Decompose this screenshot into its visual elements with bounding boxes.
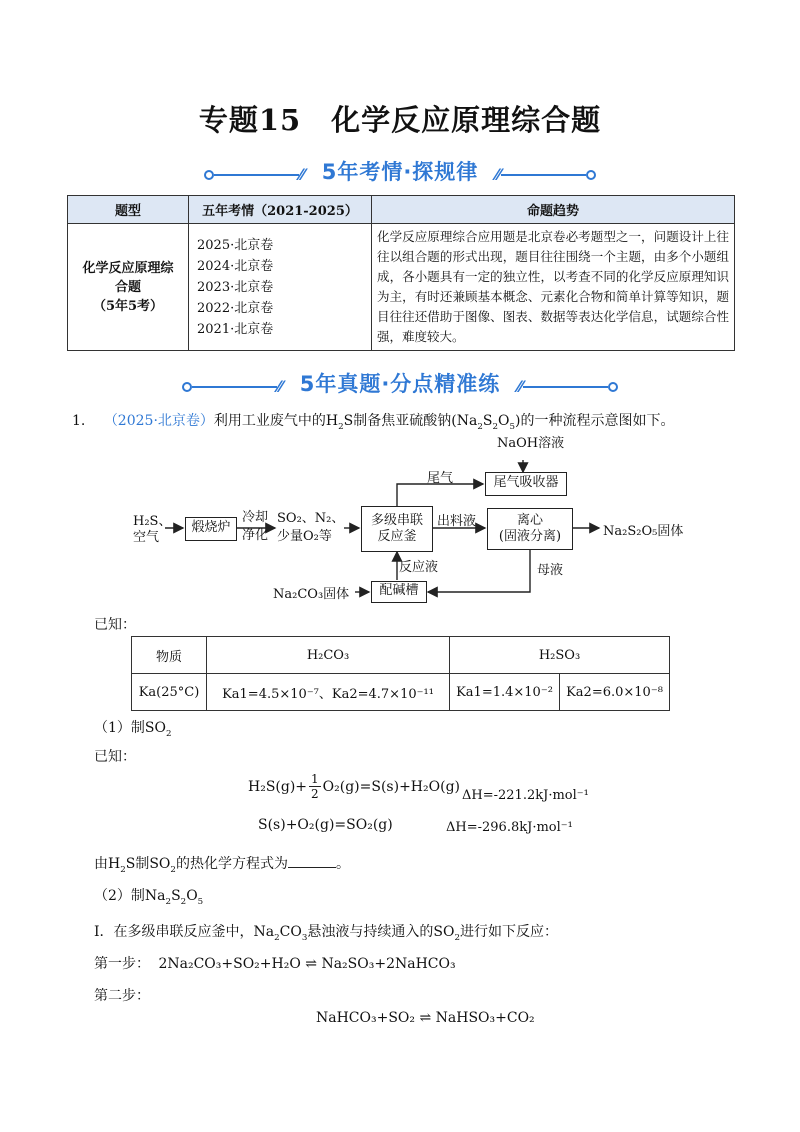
- absorber-box: 尾气吸收器: [485, 472, 567, 496]
- ka-header-h2co3: H₂CO₃: [207, 637, 450, 674]
- type-line: 合题: [114, 279, 141, 295]
- exam-item: 2024·北京卷: [197, 258, 274, 274]
- reactor-line: 多级串联: [370, 513, 423, 528]
- ka-table: [131, 636, 670, 711]
- centrifuge-line: 离心: [516, 513, 543, 528]
- thermo-text: 的热化学方程式为: [175, 856, 288, 872]
- naoh-label: NaOH溶液: [497, 436, 565, 451]
- step-I-text: I．在多级串联反应釜中，$Na_2CO_3$悬浊液与持续通入的$SO_2$进行如下反应：: [94, 924, 559, 943]
- part-1-text: （1）制: [94, 720, 145, 736]
- eq1-left: H₂S(g)+: [248, 778, 308, 795]
- trend-text-cell: 化学反应原理综合应用题是北京卷必考题型之一，问题设计上往往以组合题的形式出现，题目往往围绕一个主题，由多个小题组成，各小题具有一定的独立性，以考查不同的化学反应原理知识为主，有时还兼顾基本概念、元素化合物和简单计算等知识，题目往往还借助于图像、图表、数据等表达化学信息，试题综合性强，难度较大。: [372, 224, 735, 351]
- type-line: （5年5考）: [92, 298, 164, 314]
- exam-item: 2021·北京卷: [197, 321, 274, 337]
- stem-text: 制备焦亚硫酸钠(: [353, 413, 457, 429]
- part-1-label: （1）制$SO_2$: [94, 720, 172, 739]
- banner-line-right: [501, 174, 586, 176]
- trend-type-cell: [68, 224, 189, 351]
- trend-header-exams: 五年考情（2021-2025）: [189, 196, 372, 224]
- step-2-label: 第二步：: [94, 988, 150, 1004]
- equation-1: [248, 772, 460, 801]
- na2co3-label: Na₂CO₃固体: [273, 587, 350, 602]
- mother-liquor-label: 母液: [537, 563, 564, 578]
- banner-1-text: 5年考情·探规律: [321, 160, 479, 184]
- banner-dot-icon: [608, 382, 618, 392]
- banner-line-left: [192, 386, 277, 388]
- banner-slash-icon: ⁄⁄: [495, 165, 501, 184]
- reactor-line: 反应釜: [377, 529, 417, 544]
- known-label-2: 已知：: [94, 749, 136, 765]
- exam-item: 2025·北京卷: [197, 237, 274, 253]
- ka-row-label: Ka(25°C): [132, 674, 207, 711]
- banner-line-left: [214, 174, 299, 176]
- page-title: 专题15 化学反应原理综合题: [198, 103, 602, 137]
- discharge-label: 出料液: [437, 514, 477, 529]
- gas-label: [277, 510, 344, 546]
- part-2-label: （2）制$Na_2S_2O_5$: [94, 888, 204, 907]
- equation-2: S(s)+O₂(g)=SO₂(g): [258, 817, 393, 833]
- trend-header-trend: 命题趋势: [372, 196, 735, 224]
- banner-dot-icon: [204, 170, 214, 180]
- step-1-label: 第一步：: [94, 956, 150, 972]
- banner-slash-icon: ⁄⁄: [517, 377, 523, 396]
- eq1-right: O₂(g)=S(s)+H₂O(g): [322, 778, 460, 795]
- ka-header-h2so3: H₂SO₃: [450, 637, 670, 674]
- question-1-stem: 1. （2025·北京卷）利用工业废气中的$H_2S$制备焦亚硫酸钠$(Na_2S_2O_5)$的一种流程示意图如下。: [72, 413, 675, 432]
- centrifuge-box: [487, 508, 573, 550]
- half-fraction: $\frac{1}{2}$: [311, 772, 319, 801]
- cool-label: [242, 509, 268, 545]
- cool-line: 净化: [242, 528, 269, 543]
- trend-header-type: 题型: [68, 196, 189, 224]
- banner-dot-icon: [586, 170, 596, 180]
- thermo-text: 由: [94, 856, 108, 872]
- step-I-part: 悬浊液与持续通入的: [307, 924, 434, 940]
- input-label: [133, 514, 171, 546]
- banner-2-text: 5年真题·分点精准练: [299, 372, 501, 396]
- exam-item: 2023·北京卷: [197, 279, 274, 295]
- ka-h2so3-ka1: Ka1=1.4×10⁻²: [450, 674, 560, 711]
- reactor-box: [361, 506, 433, 552]
- gas-line: 少量O₂等: [277, 529, 332, 544]
- step-2-equation: NaHCO₃+SO₂ ⇌ NaHSO₃+CO₂: [316, 1010, 535, 1026]
- furnace-box: 煅烧炉: [185, 517, 237, 541]
- step-I-part: I．在多级串联反应釜中，: [94, 924, 254, 940]
- reaction-liquid-label: 反应液: [399, 560, 439, 575]
- step-1-equation: 2Na₂CO₃+SO₂+H₂O ⇌ Na₂SO₃+2NaHCO₃: [158, 956, 456, 972]
- banner-slash-icon: ⁄⁄: [277, 377, 283, 396]
- ka-h2co3-values: Ka1=4.5×10⁻⁷、Ka2=4.7×10⁻¹¹: [207, 674, 450, 711]
- question-source: （2025·北京卷）: [103, 413, 214, 429]
- banner-slash-icon: ⁄⁄: [299, 165, 305, 184]
- centrifuge-line: (固液分离): [498, 529, 562, 544]
- banner-dot-icon: [182, 382, 192, 392]
- trend-table: [67, 195, 735, 351]
- input-line: 空气: [133, 530, 160, 545]
- answer-blank[interactable]: [288, 855, 336, 868]
- exam-item: 2022·北京卷: [197, 300, 274, 316]
- section-banner-2: [0, 368, 800, 398]
- input-line: H₂S、: [133, 514, 172, 529]
- trend-exams-cell: [189, 224, 372, 351]
- thermo-question: 由$H_2S$制$SO_2$的热化学方程式为 。: [94, 856, 350, 875]
- thermo-text: 制: [135, 856, 150, 872]
- ka-h2so3-ka2: Ka2=6.0×10⁻⁸: [560, 674, 670, 711]
- type-line: 化学反应原理综: [82, 260, 174, 276]
- stem-text: )的一种流程示意图如下。: [515, 413, 675, 429]
- stem-text: 利用工业废气中的: [213, 413, 326, 429]
- step-I-part: 进行如下反应：: [460, 924, 559, 940]
- gas-line: SO₂、N₂、: [277, 511, 345, 526]
- step-1-line: [94, 953, 456, 973]
- eq2-enthalpy: ΔH=-296.8kJ·mol⁻¹: [446, 820, 573, 835]
- thermo-text: 。: [335, 856, 350, 872]
- process-flow-diagram: [125, 432, 705, 612]
- eq1-enthalpy: ΔH=-221.2kJ·mol⁻¹: [462, 788, 589, 803]
- known-label: 已知：: [94, 617, 136, 633]
- alkali-tank-box: 配碱槽: [371, 581, 427, 603]
- banner-line-right: [523, 386, 608, 388]
- cool-line: 冷却: [242, 510, 269, 525]
- tail-gas-label: 尾气: [427, 471, 454, 486]
- ka-header-substance: 物质: [132, 637, 207, 674]
- part-2-text: （2）制: [94, 888, 145, 904]
- section-banner-1: [0, 156, 800, 186]
- product-label: Na₂S₂O₅固体: [603, 524, 684, 539]
- question-number: 1.: [72, 413, 86, 429]
